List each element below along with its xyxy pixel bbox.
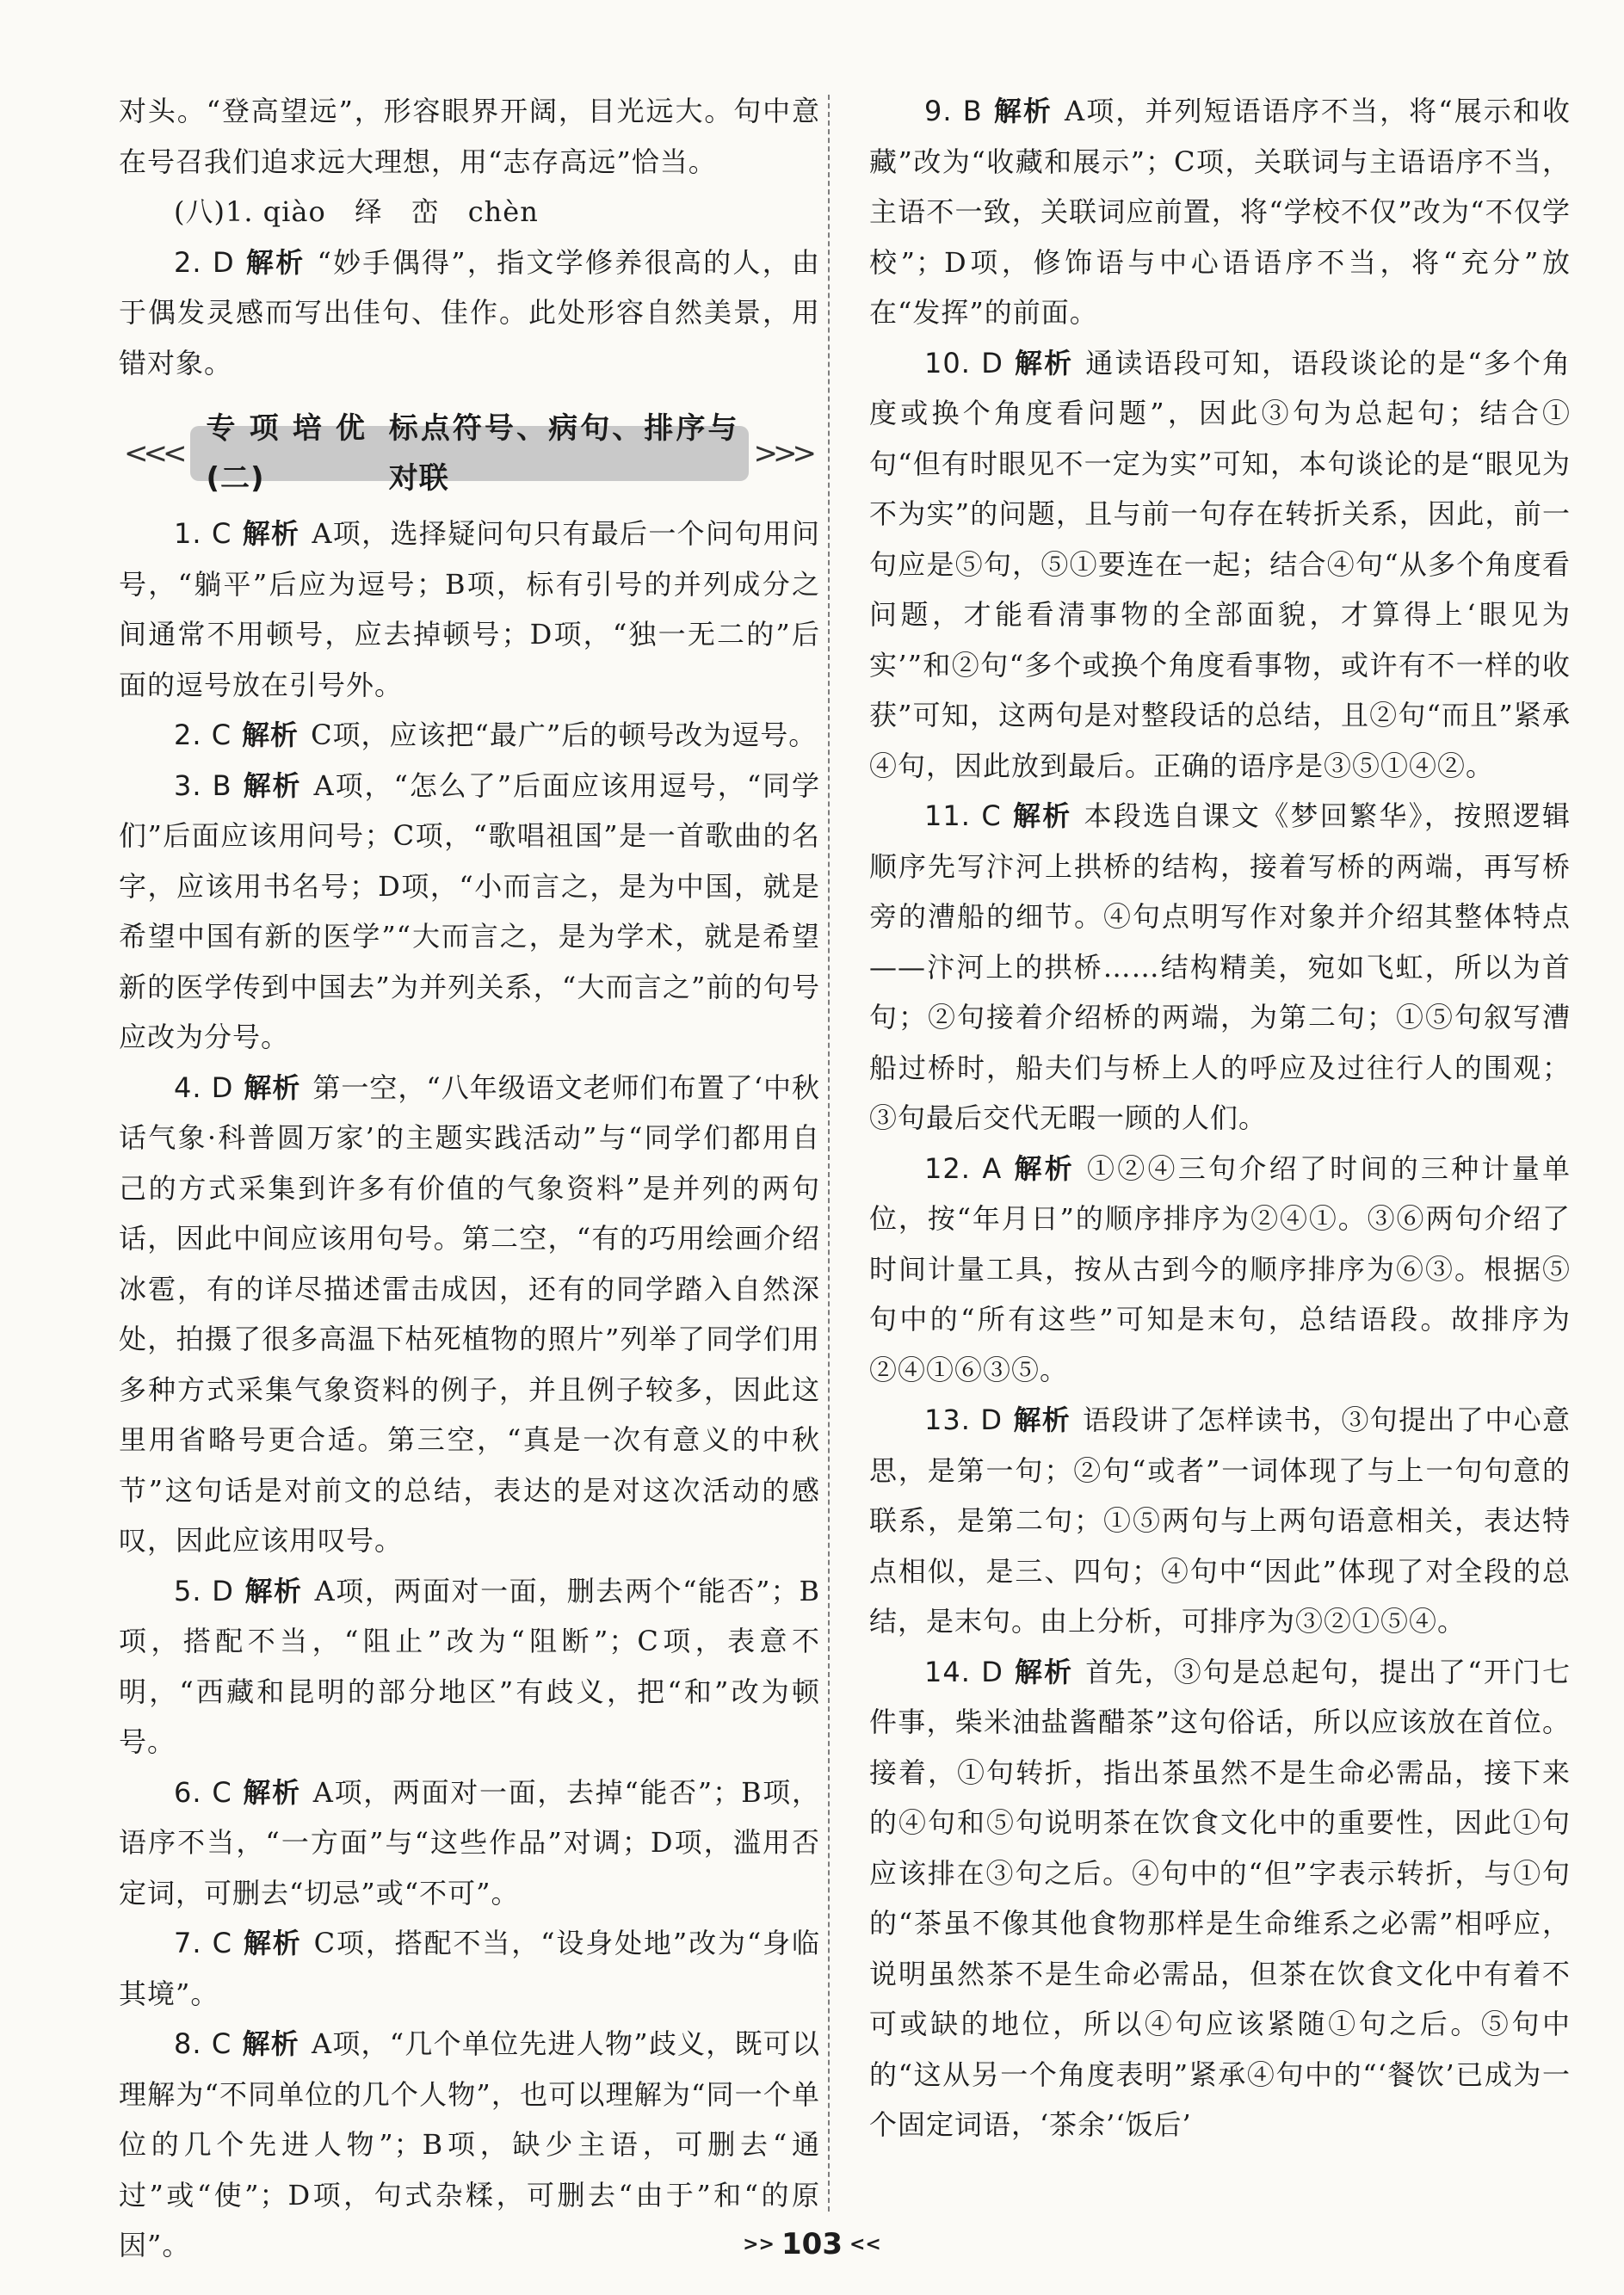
continued-text: 对头。“登高望远”，形容眼界开阔，目光远大。句中意在号召我们追求远大理想，用“志存高远”恰当。 xyxy=(119,95,820,178)
section8-q2: 2. D 解析 “妙手偶得”，指文学修养很高的人，由于偶发灵感而写出佳句、佳作。此处形容自然美景，用错对象。 xyxy=(119,245,820,379)
right-column xyxy=(869,86,1571,2150)
answer-item: 8. C 解析 A项，“几个单位先进人物”歧义，既可以理解为“不同单位的几个人物”，也可以理解为“同一个单位的几个先进人物”；B项，缺少主语，可删去“通过”或“使”；D项，句式杂糅，可删去“由于”和“的原因”。 xyxy=(119,2027,820,2261)
section-banner xyxy=(119,410,820,496)
arrow-right-icon: >> xyxy=(743,2234,775,2255)
section8-q1: (八)1. qiào 绎 峦 chèn xyxy=(174,195,539,228)
answer-item: 6. C 解析 A项，两面对一面，去掉“能否”；B项，语序不当，“一方面”与“这些作品”对调；D项，滥用否定词，可删去“切忌”或“不可”。 xyxy=(119,1775,820,1909)
answer-item: 5. D 解析 A项，两面对一面，删去两个“能否”；B项，搭配不当，“阻止”改为“阻断”；C项，表意不明，“西藏和昆明的部分地区”有歧义，把“和”改为顿号。 xyxy=(119,1574,820,1758)
answer-item: 2. C 解析 C项，应该把“最广”后的顿号改为逗号。 xyxy=(174,719,818,751)
answer-item: 13. D 解析 语段讲了怎样读书，③句提出了中心意思，是第一句；②句“或者”一词体现了与上一句句意的联系，是第二句；①⑤两句与上两句语意相关，表达特点相似，是三、四句；④句中“因此”体现了对全段的总结，是末句。由上分析，可排序为③②①⑤④。 xyxy=(869,1404,1571,1638)
answer-item: 10. D 解析 通读语段可知，语段谈论的是“多个角度或换个角度看问题”，因此③句为总起句；结合①句“但有时眼见不一定为实”可知，本句谈论的是“眼见为不为实”的问题，且与前一句存在转折关系，因此，前一句应是⑤句，⑤①要连在一起；结合④句“从多个角度看问题，才能看清事物的全部面貌，才算得上‘眼见为实’”和②句“多个或换个角度看事物，或许有不一样的收获”可知，这两句是对整段话的总结，且②句“而且”紧承④句，因此放到最后。正确的语序是③⑤①④②。 xyxy=(869,346,1571,782)
chevron-right-icon: >>> xyxy=(753,435,812,471)
section-title: 专项培优(二) 标点符号、病句、排序与对联 xyxy=(190,426,748,481)
answer-item: 11. C 解析 本段选自课文《梦回繁华》，按照逻辑顺序先写汴河上拱桥的结构，接着写桥的两端，再写桥旁的漕船的细节。④句点明写作对象并介绍其整体特点——汴河上的拱桥……结构精美，宛如飞虹，所以为首句；②句接着介绍桥的两端，为第二句；①⑤句叙写漕船过桥时，船夫们与桥上人的呼应及过往行人的围观；③句最后交代无暇一顾的人们。 xyxy=(869,799,1571,1134)
left-column xyxy=(119,86,820,2271)
chevron-left-icon: <<< xyxy=(124,435,182,471)
answer-item: 12. A 解析 ①②④三句介绍了时间的三种计量单位，按“年月日”的顺序排序为②④①。③⑥两句介绍了时间计量工具，按从古到今的顺序排序为⑥③。根据⑤句中的“所有这些”可知是末句，总结语段。故排序为②④①⑥③⑤。 xyxy=(869,1151,1571,1386)
arrow-left-icon: << xyxy=(849,2234,881,2255)
answer-item: 14. D 解析 首先，③句是总起句，提出了“开门七件事，柴米油盐酱醋茶”这句俗话，所以应该放在首位。接着，①句转折，指出茶虽然不是生命必需品，接下来的④句和⑤句说明茶在饮食文化中的重要性，因此①句应该排在③句之后。④句中的“但”字表示转折，与①句的“茶虽不像其他食物那样是生命维系之必需”相呼应，说明虽然茶不是生命必需品，但茶在饮食文化中有着不可或缺的地位，所以④句应该紧随①句之后。⑤句中的“这从另一个角度表明”紧承④句中的“‘餐饮’已成为一个固定词语，‘茶余’‘饭后’ xyxy=(869,1655,1571,2141)
answer-item: 7. C 解析 C项，搭配不当，“设身处地”改为“身临其境”。 xyxy=(119,1927,820,2010)
answer-item: 4. D 解析 第一空，“八年级语文老师们布置了‘中秋话气象·科普圆万家’的主题实践活动”与“同学们都用自己的方式采集到许多有价值的气象资料”是并列的两句话，因此中间应该用句号。第二空，“有的巧用绘画介绍冰雹，有的详尽描述雷击成因，还有的同学踏入自然深处，拍摄了很多高温下枯死植物的照片”列举了同学们用多种方式采集气象资料的例子，并且例子较多，因此这里用省略号更合适。第三空，“真是一次有意义的中秋节”这句话是对前文的总结，表达的是对这次活动的感叹，因此应该用叹号。 xyxy=(119,1070,820,1557)
answer-item: 3. B 解析 A项，“怎么了”后面应该用逗号，“同学们”后面应该用问号；C项，“歌唱祖国”是一首歌曲的名字，应该用书名号；D项，“小而言之，是为中国，就是希望中国有新的医学”“大而言之，是为学术，就是希望新的医学传到中国去”为并列关系，“大而言之”前的句号应改为分号。 xyxy=(119,768,820,1053)
answer-item: 1. C 解析 A项，选择疑问句只有最后一个问句用问号，“躺平”后应为逗号；B项，标有引号的并列成分之间通常不用顿号，应去掉顿号；D项，“独一无二的”后面的逗号放在引号外。 xyxy=(119,517,820,701)
answer-item: 9. B 解析 A项，并列短语语序不当，将“展示和收藏”改为“收藏和展示”；C项，关联词与主语语序不当，主语不一致，关联词应前置，将“学校不仅”改为“不仅学校”；D项，修饰语与中心语语序不当，将“充分”放在“发挥”的前面。 xyxy=(869,95,1571,329)
page-number: >> 103 << xyxy=(743,2227,881,2261)
analysis-label: 解析 xyxy=(244,245,306,279)
column-divider xyxy=(828,95,830,2212)
